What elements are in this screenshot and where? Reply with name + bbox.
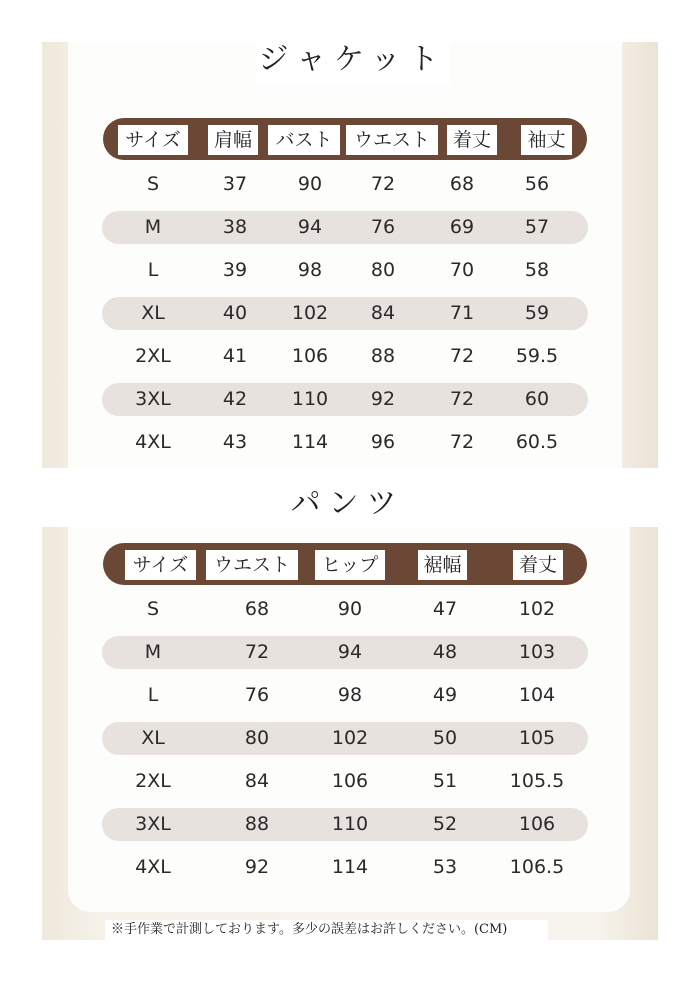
- column-header: サイズ: [125, 550, 196, 580]
- table-cell: 98: [337, 684, 363, 706]
- table-cell: 51: [432, 770, 458, 792]
- table-cell: 76: [370, 216, 396, 238]
- table-cell: 56: [524, 173, 550, 195]
- table-cell: 50: [432, 727, 458, 749]
- table-cell: 110: [291, 388, 329, 410]
- table-cell: M: [144, 641, 162, 663]
- column-header: 着丈: [513, 550, 563, 580]
- table-cell: 4XL: [135, 431, 171, 453]
- table-cell: 90: [337, 598, 363, 620]
- table-cell: 60.5: [515, 431, 559, 453]
- table-cell: 114: [291, 431, 329, 453]
- table-row: [102, 211, 588, 244]
- table-cell: 2XL: [135, 770, 171, 792]
- table-cell: 42: [222, 388, 248, 410]
- table-cell: 59.5: [515, 345, 559, 367]
- table-row: [102, 426, 588, 459]
- column-header: ウエスト: [346, 125, 438, 155]
- jacket-title: ジャケット: [255, 38, 450, 86]
- table-cell: 104: [518, 684, 556, 706]
- table-cell: 43: [222, 431, 248, 453]
- table-cell: 106.5: [509, 856, 565, 878]
- table-cell: 92: [244, 856, 270, 878]
- table-cell: 72: [244, 641, 270, 663]
- table-cell: 110: [331, 813, 369, 835]
- table-cell: L: [147, 684, 159, 706]
- table-cell: XL: [141, 302, 165, 324]
- table-cell: 80: [244, 727, 270, 749]
- table-row: [102, 254, 588, 287]
- column-header: 袖丈: [521, 125, 572, 155]
- table-row: [102, 636, 588, 669]
- table-row: [102, 722, 588, 755]
- table-cell: 84: [370, 302, 396, 324]
- table-row: [102, 679, 588, 712]
- table-cell: 69: [449, 216, 475, 238]
- table-cell: 47: [432, 598, 458, 620]
- column-header: 肩幅: [208, 125, 258, 155]
- table-cell: 70: [449, 259, 475, 281]
- table-row: [102, 340, 588, 373]
- table-cell: 72: [449, 431, 475, 453]
- column-header: バスト: [268, 125, 340, 155]
- table-cell: M: [144, 216, 162, 238]
- measurement-note: ※手作業で計測しております。多少の誤差はお許しください。(CM): [105, 920, 548, 940]
- table-cell: 105: [518, 727, 556, 749]
- table-cell: 72: [449, 345, 475, 367]
- table-cell: 59: [524, 302, 550, 324]
- table-cell: 114: [331, 856, 369, 878]
- table-cell: 52: [432, 813, 458, 835]
- table-cell: 3XL: [135, 813, 171, 835]
- table-cell: 90: [297, 173, 323, 195]
- table-cell: S: [146, 598, 160, 620]
- table-cell: 105.5: [509, 770, 565, 792]
- table-cell: 2XL: [135, 345, 171, 367]
- table-cell: XL: [141, 727, 165, 749]
- table-cell: 60: [524, 388, 550, 410]
- table-cell: 57: [524, 216, 550, 238]
- column-header: ウエスト: [206, 550, 298, 580]
- table-cell: 94: [297, 216, 323, 238]
- table-cell: 102: [518, 598, 556, 620]
- column-header: サイズ: [118, 125, 188, 155]
- table-cell: 4XL: [135, 856, 171, 878]
- column-header: 裾幅: [418, 550, 467, 580]
- table-row: [102, 297, 588, 330]
- table-cell: 49: [432, 684, 458, 706]
- table-cell: 80: [370, 259, 396, 281]
- table-cell: 102: [291, 302, 329, 324]
- table-cell: 76: [244, 684, 270, 706]
- table-cell: 68: [449, 173, 475, 195]
- table-cell: 40: [222, 302, 248, 324]
- table-cell: 96: [370, 431, 396, 453]
- table-cell: 94: [337, 641, 363, 663]
- table-cell: 88: [370, 345, 396, 367]
- table-row: [102, 593, 588, 626]
- table-cell: 98: [297, 259, 323, 281]
- table-row: [102, 383, 588, 416]
- pants-title: パンツ: [275, 484, 420, 526]
- pants-header: [103, 543, 587, 585]
- column-header: ヒップ: [315, 550, 385, 580]
- table-row: [102, 168, 588, 201]
- table-cell: 38: [222, 216, 248, 238]
- table-cell: 58: [524, 259, 550, 281]
- table-cell: 92: [370, 388, 396, 410]
- column-header: 着丈: [447, 125, 497, 155]
- table-cell: 39: [222, 259, 248, 281]
- table-cell: 106: [518, 813, 556, 835]
- table-row: [102, 808, 588, 841]
- table-cell: 106: [331, 770, 369, 792]
- jacket-header: [103, 118, 587, 160]
- table-cell: 71: [449, 302, 475, 324]
- table-cell: 68: [244, 598, 270, 620]
- table-cell: 3XL: [135, 388, 171, 410]
- table-cell: 37: [222, 173, 248, 195]
- table-cell: L: [147, 259, 159, 281]
- table-cell: 84: [244, 770, 270, 792]
- table-cell: 88: [244, 813, 270, 835]
- table-cell: 106: [291, 345, 329, 367]
- table-cell: S: [146, 173, 160, 195]
- table-cell: 72: [449, 388, 475, 410]
- table-row: [102, 851, 588, 884]
- table-cell: 72: [370, 173, 396, 195]
- table-cell: 53: [432, 856, 458, 878]
- table-row: [102, 765, 588, 798]
- table-cell: 41: [222, 345, 248, 367]
- table-cell: 48: [432, 641, 458, 663]
- table-cell: 102: [331, 727, 369, 749]
- table-cell: 103: [518, 641, 556, 663]
